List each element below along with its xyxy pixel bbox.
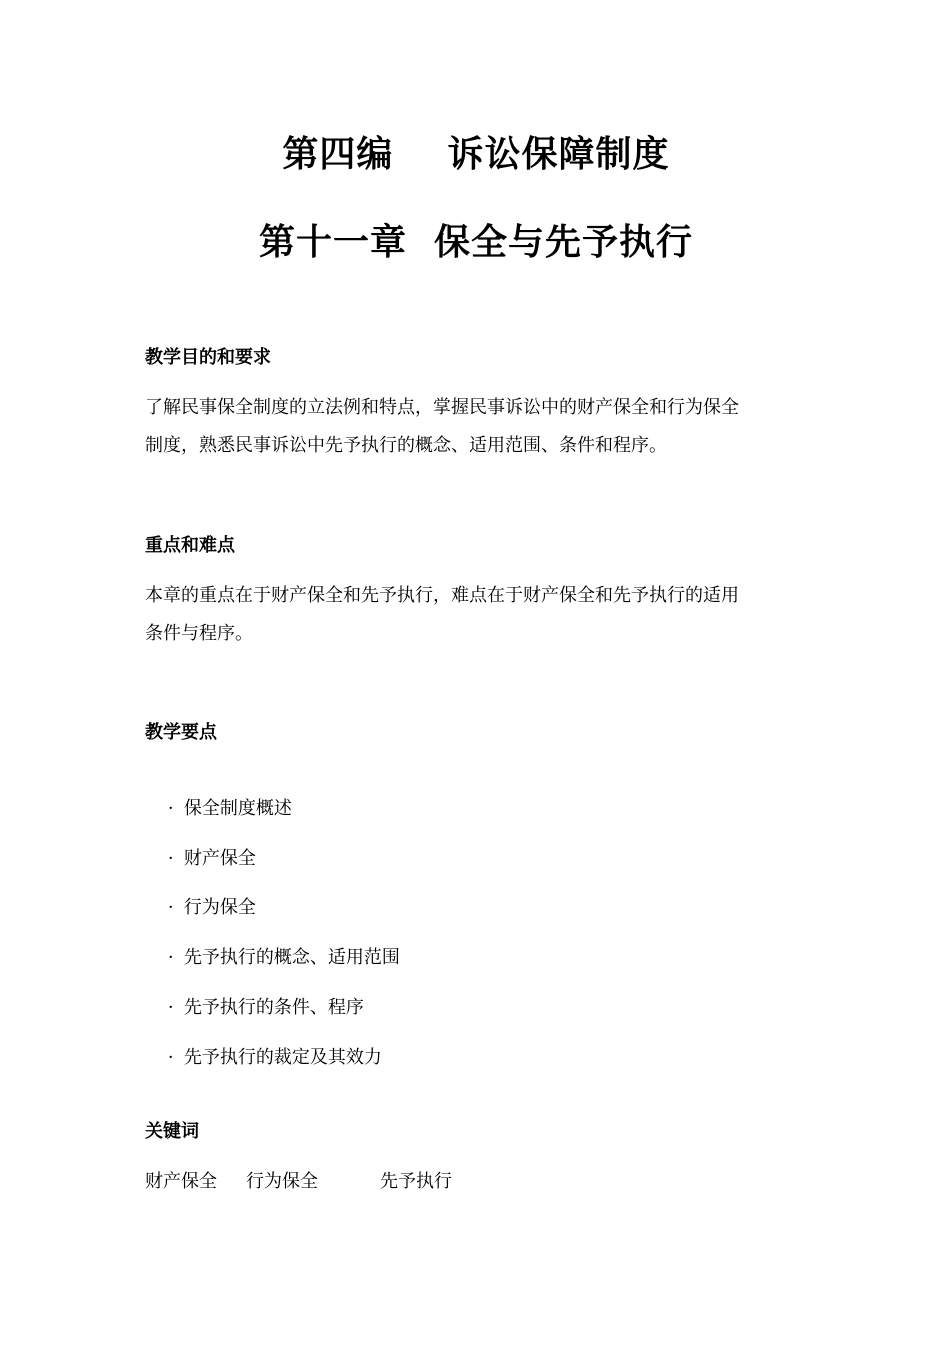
teaching-points-heading: 教学要点 — [145, 722, 217, 743]
key-points-line-1: 本章的重点在于财产保全和先予执行，难点在于财产保全和先予执行的适用 — [145, 585, 739, 606]
list-item-text: 先予执行的条件、程序 — [183, 997, 364, 1018]
chapter-title: 第十一章 保全与先予执行 — [258, 221, 694, 263]
list-item-text: 先予执行的裁定及其效力 — [183, 1047, 382, 1068]
list-item-text: 先予执行的概念、适用范围 — [183, 947, 400, 968]
keyword-conduct-preservation: 行为保全 — [246, 1171, 318, 1192]
part-title: 第四编 诉讼保障制度 — [282, 133, 670, 175]
list-item-text: 保全制度概述 — [183, 798, 292, 819]
key-points-line-2: 条件与程序。 — [145, 623, 253, 644]
objectives-heading: 教学目的和要求 — [145, 347, 271, 368]
bullet-dot: · — [167, 848, 174, 869]
keywords-heading: 关键词 — [145, 1121, 199, 1142]
list-item — [145, 1019, 382, 1097]
bullet-dot: · — [167, 947, 174, 968]
objectives-line-1: 了解民事保全制度的立法例和特点，掌握民事诉讼中的财产保全和行为保全 — [145, 397, 739, 418]
list-item-text: 行为保全 — [183, 897, 256, 918]
keyword-property-preservation: 财产保全 — [145, 1171, 217, 1192]
objectives-line-2: 制度，熟悉民事诉讼中先予执行的概念、适用范围、条件和程序。 — [145, 435, 667, 456]
bullet-dot: · — [167, 1047, 174, 1068]
list-item-text: 财产保全 — [183, 848, 256, 869]
key-points-heading: 重点和难点 — [145, 535, 235, 556]
bullet-dot: · — [167, 897, 174, 918]
bullet-dot: · — [167, 997, 174, 1018]
bullet-dot: · — [167, 798, 174, 819]
keyword-advance-execution: 先予执行 — [380, 1171, 452, 1192]
